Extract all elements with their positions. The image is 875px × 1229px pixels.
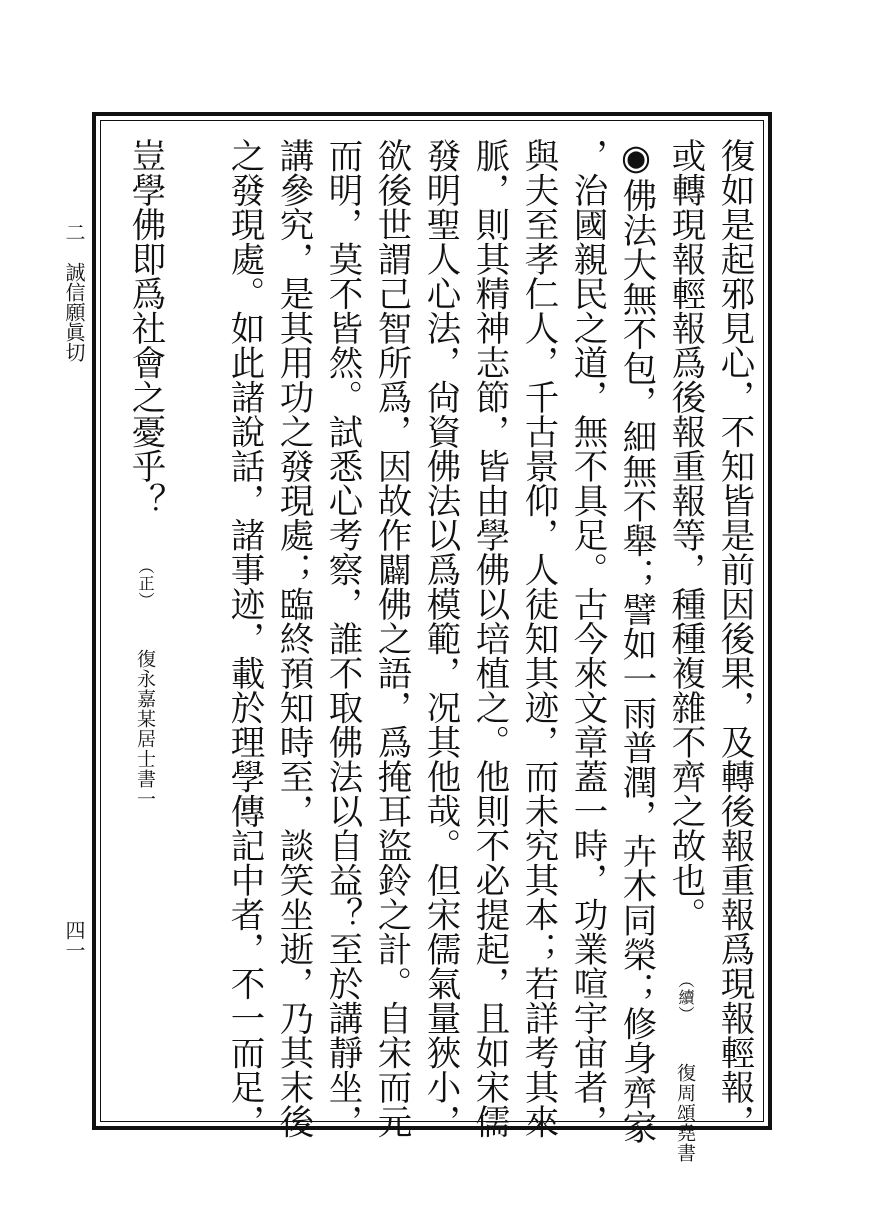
column-text: 講參究，是其用功之發現處；臨終預知時至，談笑坐逝，乃其末後	[273, 138, 313, 1139]
column-text: 發明聖人心法，尙資佛法以爲模範，况其他哉。但宋儒氣量狹小，	[420, 138, 460, 1139]
text-column	[222, 138, 266, 1139]
column-text: 之發現處。如此諸說話，諸事迹，載於理學傳記中者，不一而足，	[224, 138, 264, 1139]
source-tag: （正）	[136, 557, 155, 609]
column-text: 脈，則其精神志節，皆由學佛以培植之。他則不必提起，且如宋儒	[469, 138, 509, 1139]
page-number: 四一	[62, 920, 86, 960]
text-column	[467, 138, 511, 1139]
column-text: 或轉現報輕報爲後報重報等，種種複雜不齊之故也。	[665, 138, 705, 932]
section-number: 二	[62, 222, 86, 242]
source-tag: （續）	[676, 971, 695, 1023]
text-column	[271, 138, 315, 1139]
text-column	[320, 138, 364, 1139]
text-column	[565, 138, 609, 1139]
text-column	[369, 138, 413, 1139]
text-column	[614, 138, 658, 1144]
text-column	[712, 138, 756, 1139]
source-note: 復周頌堯書	[674, 1062, 696, 1163]
column-text: 豈學佛即爲社會之憂乎？	[125, 138, 165, 518]
column-text: 而明，莫不皆然。試悉心考察，誰不取佛法以自益？至於講靜坐，	[322, 138, 362, 1139]
source-note: 復永嘉某居士書一	[134, 648, 156, 809]
column-text: 與夫至孝仁人，千古景仰，人徒知其迹，而未究其本；若詳考其來	[518, 138, 558, 1139]
column-text: ◉佛法大無不包，細無不舉；譬如一雨普潤，卉木同榮；修身齊家	[616, 138, 656, 1144]
book-title: 誠信願眞切	[62, 262, 86, 362]
column-text: 欲後世謂己智所爲，因故作闢佛之語，爲掩耳盜鈴之計。自宋而元	[371, 138, 411, 1139]
column-text: 復如是起邪見心，不知皆是前因後果，及轉後報重報爲現報輕報，	[714, 138, 754, 1139]
column-text: ，治國親民之道，無不具足。古今來文章蓋一時，功業喧宇宙者，	[567, 138, 607, 1139]
text-column	[123, 138, 167, 1088]
text-column	[663, 138, 707, 1163]
text-column	[516, 138, 560, 1139]
text-column	[418, 138, 462, 1139]
